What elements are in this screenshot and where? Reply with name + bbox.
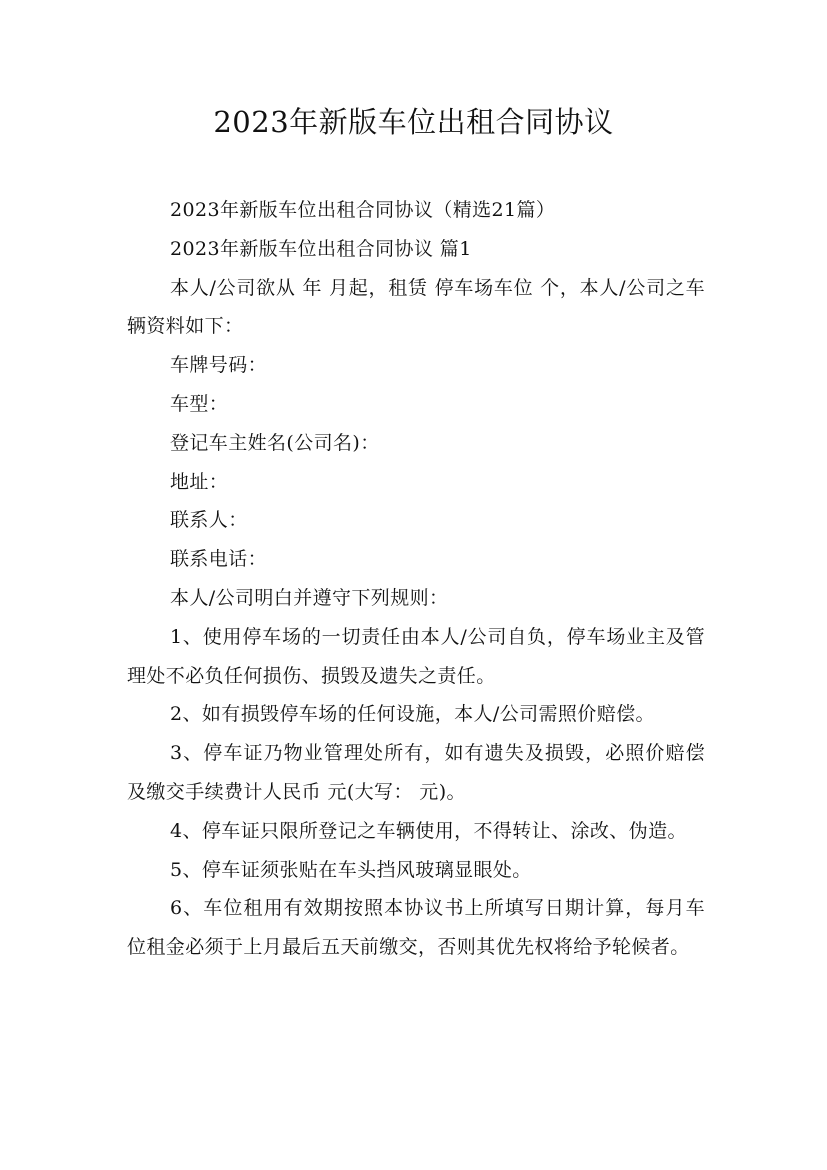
rule-item-2: 2、如有损毁停车场的任何设施，本人/公司需照价赔偿。 (170, 703, 655, 726)
paragraph-rules-intro: 本人/公司明白并遵守下列规则： (170, 586, 449, 609)
rule-item-4: 4、停车证只限所登记之车辆使用，不得转让、涂改、伪造。 (170, 819, 687, 842)
field-owner-name: 登记车主姓名(公司名)： (170, 431, 380, 454)
paragraph-subtitle: 2023年新版车位出租合同协议（精选21篇） (170, 199, 556, 221)
rule-item-5: 5、停车证须张贴在车头挡风玻璃显眼处。 (170, 858, 532, 881)
paragraph-section-heading: 2023年新版车位出租合同协议 篇1 (170, 237, 472, 260)
document-title: 2023年新版车位出租合同协议 (213, 105, 614, 139)
field-address: 地址： (170, 470, 229, 493)
rule-item-3: 3、停车证乃物业管理处所有，如有遗失及损毁，必照价赔偿及缴交手续费计人民币 元(大写： 元)。 (127, 742, 705, 803)
document-body (127, 191, 705, 967)
rule-item-6: 6、车位租用有效期按照本协议书上所填写日期计算，每月车位租金必须于上月最后五天前缴交，否则其优先权将给予轮候者。 (127, 897, 705, 959)
field-vehicle-model: 车型： (170, 392, 229, 415)
paragraph-rental-intro: 本人/公司欲从 年 月起，租赁 停车场车位 个，本人/公司之车辆资料如下： (127, 276, 705, 338)
field-contact-person: 联系人： (170, 509, 248, 532)
field-contact-phone: 联系电话： (170, 548, 268, 571)
field-plate-number: 车牌号码： (170, 354, 268, 377)
rule-item-1: 1、使用停车场的一切责任由本人/公司自负，停车场业主及管理处不必负任何损伤、损毁及遗失之责任。 (127, 625, 705, 687)
